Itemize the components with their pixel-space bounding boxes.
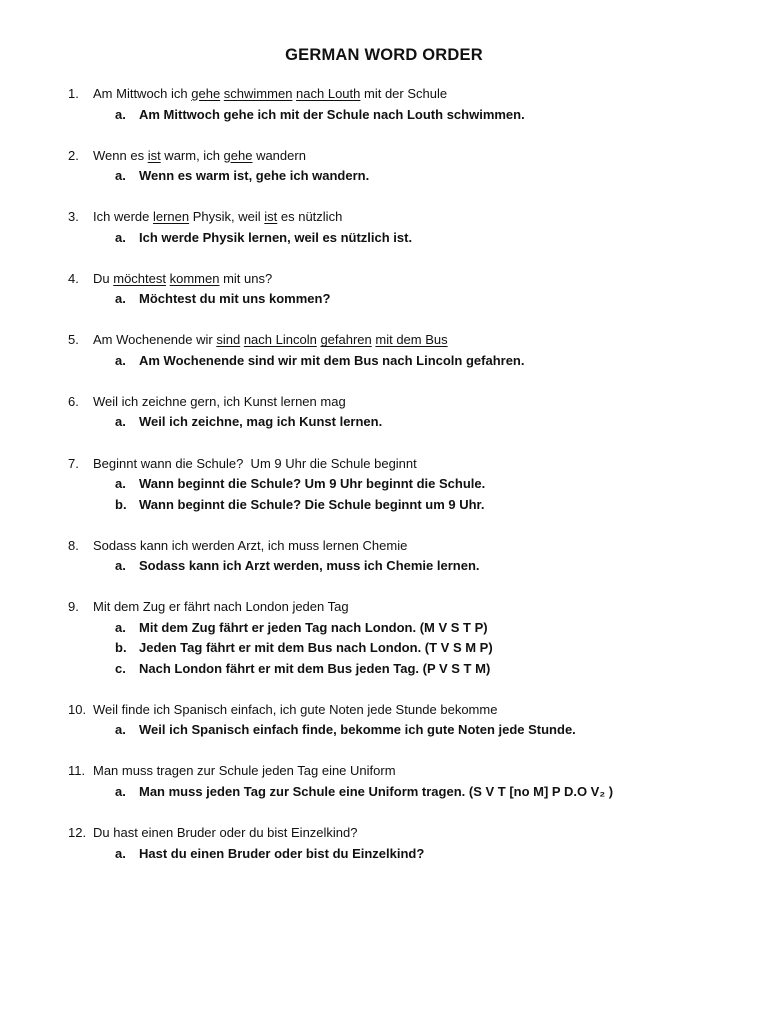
question-text-segment: Weil finde ich Spanisch einfach, ich gute Noten jede Stunde bekomme — [93, 701, 498, 717]
question-text-segment: mit uns? — [219, 270, 273, 286]
question-text — [93, 269, 272, 290]
answer-text: Am Wochenende sind wir mit dem Bus nach Lincoln gefahren. — [139, 352, 525, 368]
question-text-segment: wandern — [252, 147, 306, 163]
answer-list — [68, 166, 728, 187]
answer-text: Wann beginnt die Schule? Um 9 Uhr beginnt die Schule. — [139, 476, 486, 492]
question-text — [93, 700, 497, 721]
question-number: 3. — [68, 209, 79, 225]
answer-text: Sodass kann ich Arzt werden, muss ich Chemie lernen. — [139, 558, 480, 574]
exercise-item — [68, 146, 728, 187]
answer-letter: a. — [115, 229, 126, 245]
answer-row — [68, 289, 728, 310]
answer-text: Wenn es warm ist, gehe ich wandern. — [139, 168, 370, 184]
question-text-segment: mit der Schule — [360, 86, 448, 101]
answer-letter: a. — [115, 352, 126, 368]
exercise-item — [68, 536, 728, 577]
answer-list — [68, 228, 728, 249]
question-number: 4. — [68, 270, 79, 286]
answer-text: Mit dem Zug fährt er jeden Tag nach London. (M V S T P) — [139, 619, 488, 635]
question-text-segment: Am Mittwoch ich — [93, 86, 192, 101]
question-number: 7. — [68, 455, 79, 471]
answer-text: Nach London fährt er mit dem Bus jeden Tag. (P V S T M) — [139, 660, 491, 676]
question-row — [68, 823, 728, 844]
answer-letter: a. — [115, 783, 126, 799]
answer-letter: c. — [115, 660, 126, 676]
question-text-segment: Du hast einen Bruder oder du bist Einzelkind? — [93, 825, 358, 841]
answer-letter: a. — [115, 168, 126, 184]
exercise-item — [68, 392, 728, 433]
answer-text: Hast du einen Bruder oder bist du Einzelkind? — [139, 845, 425, 861]
question-text-segment: es nützlich — [277, 209, 343, 225]
answer-list — [68, 474, 728, 515]
question-number: 11. — [68, 763, 86, 779]
underlined-word: lernen — [152, 209, 190, 225]
exercise-item — [68, 269, 728, 310]
question-row — [68, 84, 728, 105]
answer-list — [68, 782, 728, 803]
question-row — [68, 269, 728, 290]
question-text-segment: Du — [93, 270, 114, 286]
answer-row — [68, 782, 728, 803]
exercise-item — [68, 823, 728, 864]
question-text-segment: Physik, weil — [189, 209, 265, 225]
question-text-segment: Weil ich zeichne gern, ich Kunst lernen mag — [93, 393, 346, 409]
answer-text: Wann beginnt die Schule? Die Schule beginnt um 9 Uhr. — [139, 496, 485, 512]
underlined-word: schwimmen — [223, 86, 293, 101]
answer-letter: a. — [115, 845, 126, 861]
answer-list — [68, 844, 728, 865]
answer-row — [68, 556, 728, 577]
underlined-word: sind — [216, 332, 241, 348]
question-text-segment: Mit dem Zug er fährt nach London jeden Tag — [93, 599, 349, 615]
answer-text: Ich werde Physik lernen, weil es nützlich ist. — [139, 229, 413, 245]
answer-row — [68, 166, 728, 187]
answer-list — [68, 720, 728, 741]
answer-row — [68, 495, 728, 516]
question-text-segment: Man muss tragen zur Schule jeden Tag eine Uniform — [93, 763, 396, 779]
answer-letter: b. — [115, 640, 127, 656]
answer-list — [68, 289, 728, 310]
answer-letter: b. — [115, 496, 127, 512]
question-text — [93, 761, 396, 782]
question-number: 9. — [68, 599, 79, 615]
answer-letter: a. — [115, 106, 126, 122]
question-number: 8. — [68, 537, 79, 553]
question-row — [68, 146, 728, 167]
answer-row — [68, 412, 728, 433]
question-text — [93, 146, 306, 167]
answer-row — [68, 844, 728, 865]
answer-row — [68, 351, 728, 372]
answer-text: Jeden Tag fährt er mit dem Bus nach London. (T V S M P) — [139, 640, 493, 656]
answer-row — [68, 638, 728, 659]
question-text-segment: Am Wochenende wir — [93, 332, 217, 348]
answer-row — [68, 659, 728, 680]
answer-letter: a. — [115, 558, 126, 574]
exercise-item — [68, 761, 728, 802]
answer-row — [68, 474, 728, 495]
underlined-word: gehe — [223, 147, 253, 163]
question-text — [93, 392, 346, 413]
answer-row — [68, 618, 728, 639]
question-text-segment: Wenn es — [93, 147, 148, 163]
answer-text: Möchtest du mit uns kommen? — [139, 291, 331, 307]
answer-letter: a. — [115, 722, 126, 738]
underlined-word: ist — [147, 147, 161, 163]
exercise-item — [68, 454, 728, 516]
question-text-segment: Ich werde — [93, 209, 153, 225]
underlined-word: mit dem Bus — [375, 332, 448, 348]
question-text-segment: warm, ich — [160, 147, 224, 163]
answer-row — [68, 720, 728, 741]
question-text — [93, 823, 358, 844]
question-text — [93, 536, 407, 557]
question-number: 10. — [68, 701, 87, 717]
question-row — [68, 536, 728, 557]
exercise-item — [68, 700, 728, 741]
question-number: 5. — [68, 332, 79, 348]
question-row — [68, 330, 728, 351]
underlined-word: nach Lincoln — [243, 332, 317, 348]
answer-list — [68, 556, 728, 577]
question-row — [68, 454, 728, 475]
question-number: 2. — [68, 147, 79, 163]
question-text — [93, 84, 447, 105]
question-number: 12. — [68, 825, 87, 841]
answer-text: Weil ich Spanisch einfach finde, bekomme ich gute Noten jede Stunde. — [139, 722, 576, 738]
underlined-word: gefahren — [320, 332, 372, 348]
question-text-segment: Beginnt wann die Schule? Um 9 Uhr die Schule beginnt — [93, 455, 417, 471]
underlined-word: nach Louth — [296, 86, 361, 101]
question-row — [68, 597, 728, 618]
exercise-item — [68, 84, 728, 125]
answer-text: Man muss jeden Tag zur Schule eine Uniform tragen. (S V T [no M] P D.O V₂ ) — [139, 783, 614, 799]
question-row — [68, 207, 728, 228]
answer-letter: a. — [115, 619, 126, 635]
answer-list — [68, 105, 728, 126]
answer-letter: a. — [115, 476, 126, 492]
answer-letter: a. — [115, 291, 126, 307]
answer-row — [68, 105, 728, 126]
question-row — [68, 700, 728, 721]
question-text-segment: Sodass kann ich werden Arzt, ich muss lernen Chemie — [93, 537, 408, 553]
answer-row — [68, 228, 728, 249]
question-text — [93, 330, 448, 351]
question-number: 1. — [68, 86, 79, 101]
underlined-word: ist — [264, 209, 278, 225]
answer-text: Am Mittwoch gehe ich mit der Schule nach Louth schwimmen. — [139, 106, 525, 122]
answer-letter: a. — [115, 414, 126, 430]
answer-text: Weil ich zeichne, mag ich Kunst lernen. — [139, 414, 383, 430]
page-title: GERMAN WORD ORDER — [285, 46, 483, 64]
question-row — [68, 761, 728, 782]
question-number: 6. — [68, 393, 79, 409]
underlined-word: möchtest — [113, 270, 166, 286]
question-text — [93, 454, 417, 475]
exercise-item — [68, 207, 728, 248]
answer-list — [68, 412, 728, 433]
exercise-list — [68, 84, 728, 885]
question-text — [93, 597, 349, 618]
question-text — [93, 207, 342, 228]
question-row — [68, 392, 728, 413]
answer-list — [68, 618, 728, 680]
exercise-item — [68, 597, 728, 679]
underlined-word: kommen — [169, 270, 220, 286]
exercise-item — [68, 330, 728, 371]
answer-list — [68, 351, 728, 372]
underlined-word: gehe — [191, 86, 221, 101]
